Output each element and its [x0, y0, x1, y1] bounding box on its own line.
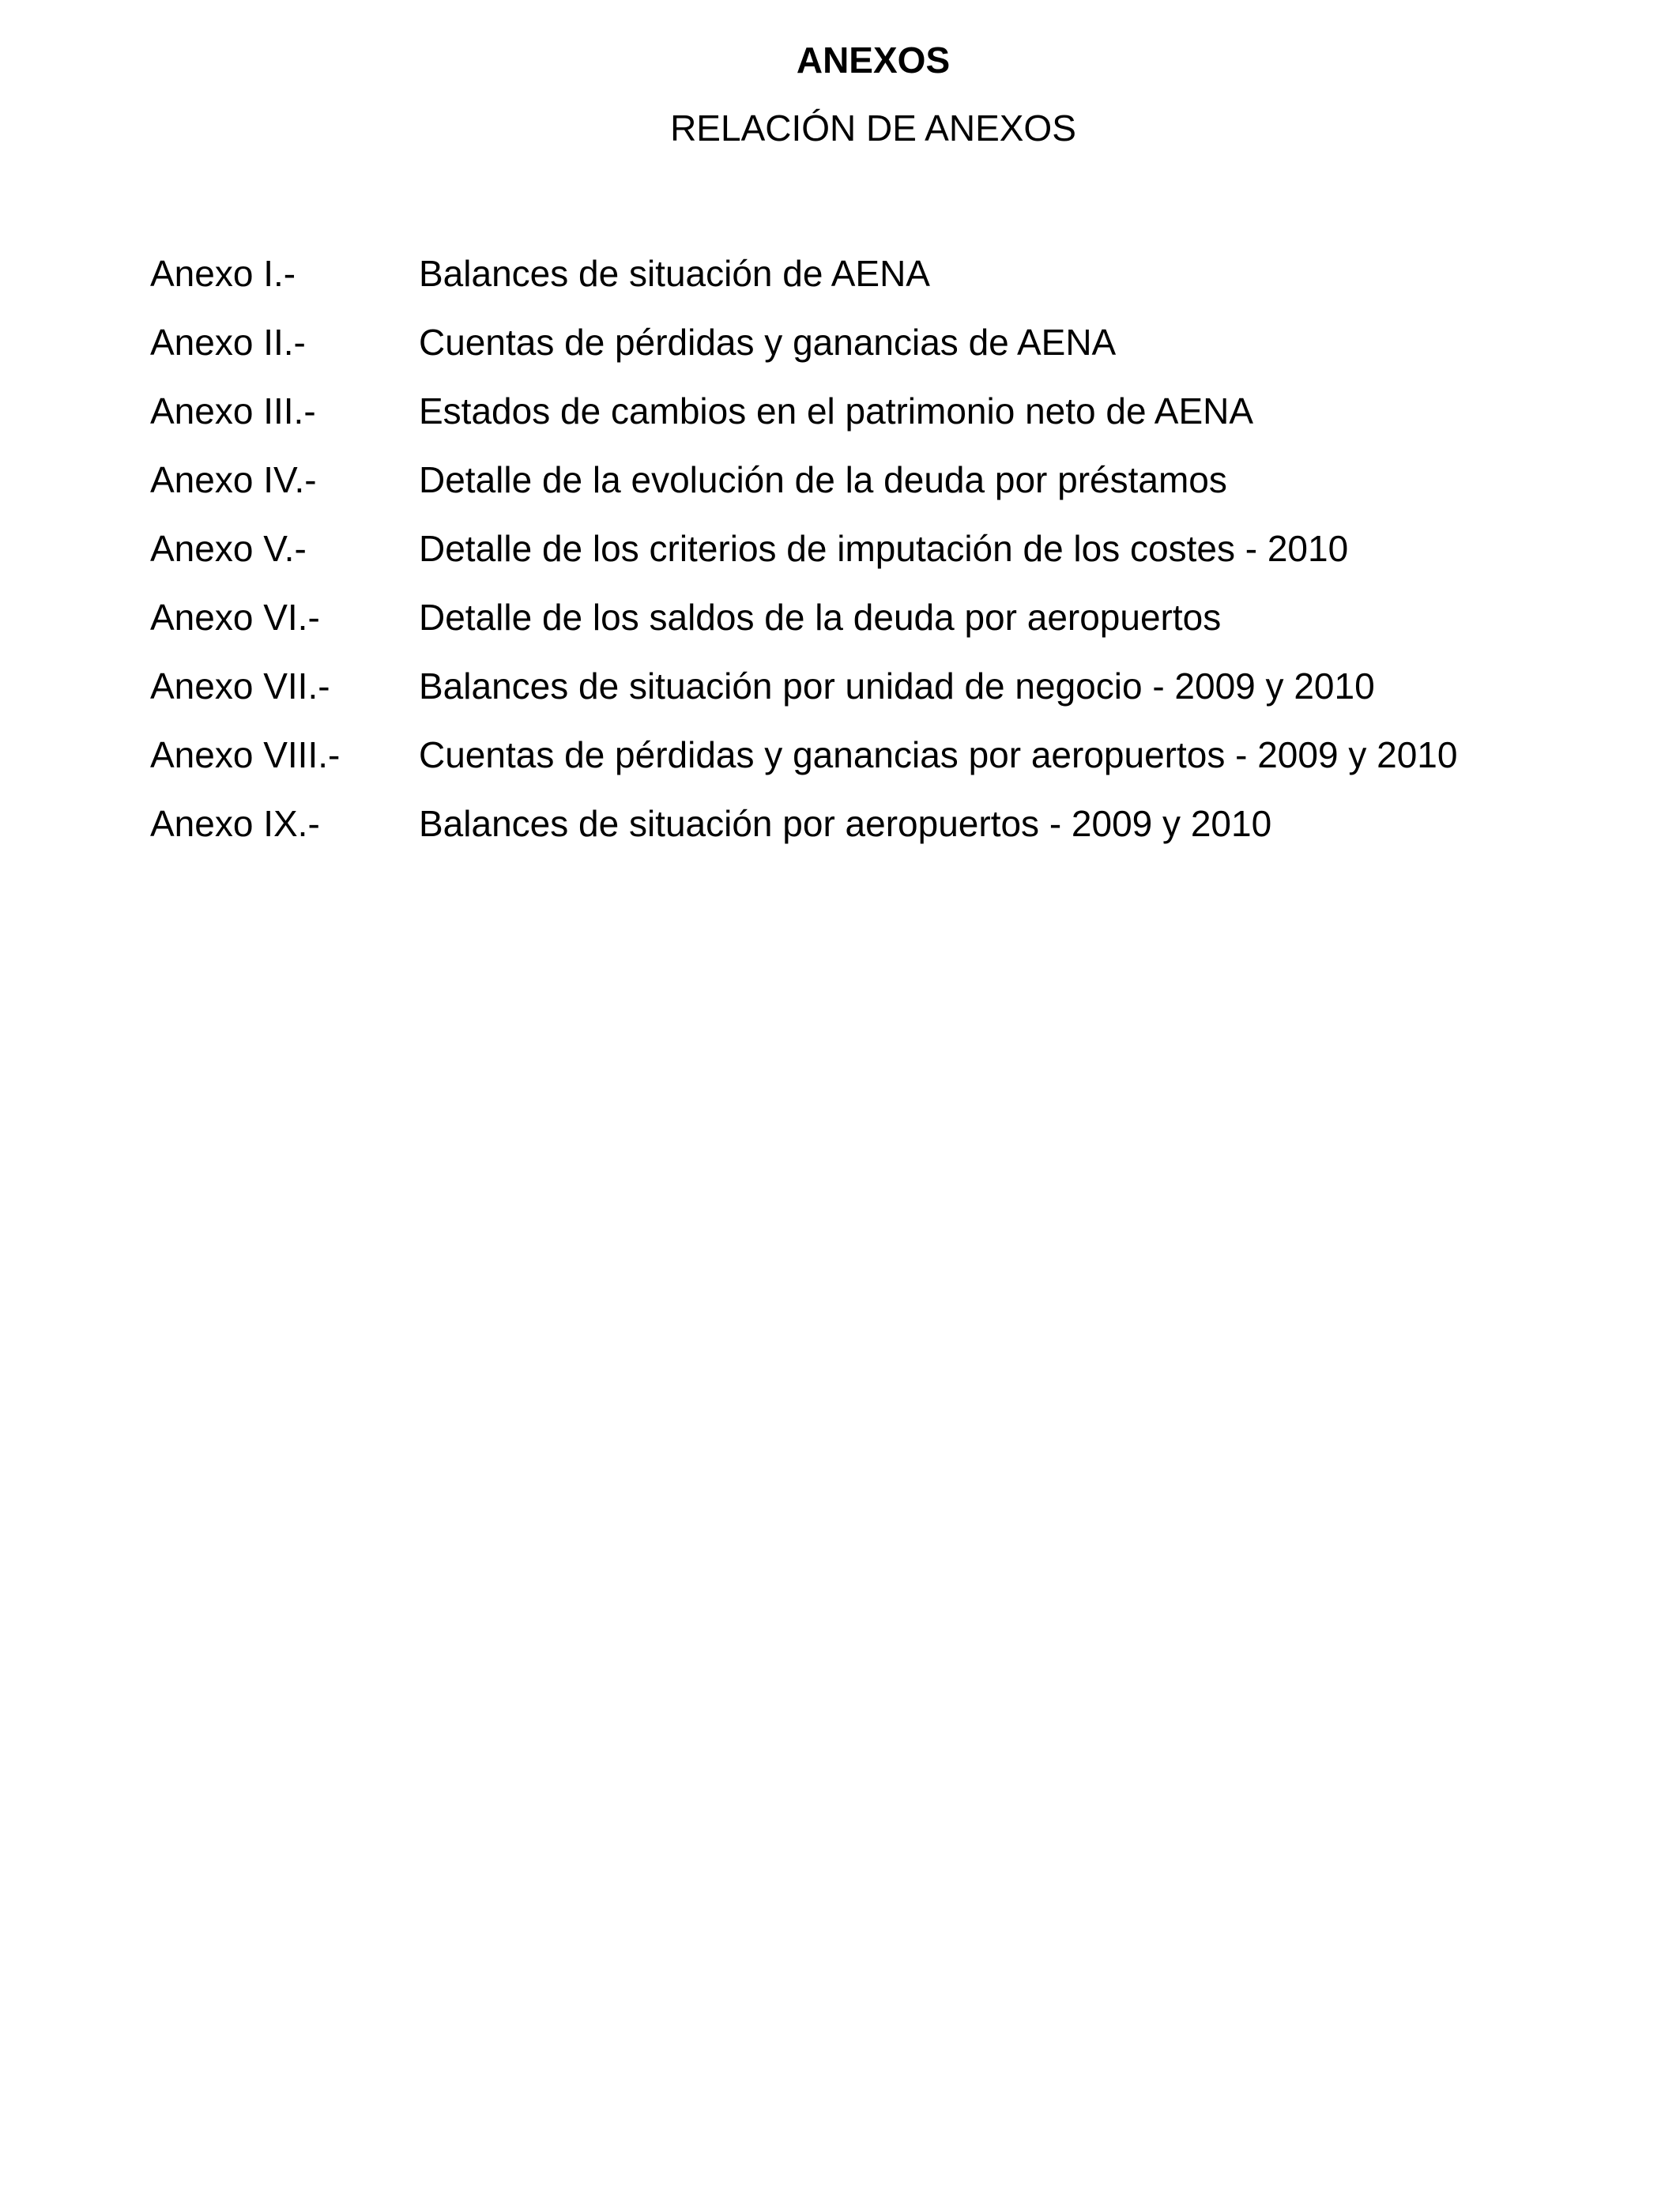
annex-row: [150, 651, 1652, 720]
annex-description: Detalle de los criterios de imputación de los costes - 2010: [419, 527, 1349, 569]
annex-label: Anexo II.-: [150, 321, 306, 363]
annex-label: Anexo I.-: [150, 252, 296, 294]
annex-label: Anexo VI.-: [150, 596, 320, 638]
annex-label: Anexo VII.-: [150, 665, 330, 707]
annex-row: [150, 376, 1652, 445]
annex-label: Anexo V.-: [150, 527, 307, 569]
annex-description: Balances de situación de AENA: [419, 252, 930, 294]
annex-row: [150, 789, 1652, 858]
page-title: ANEXOS: [796, 40, 951, 81]
annex-description: Estados de cambios en el patrimonio neto de AENA: [419, 390, 1254, 432]
annex-row: [150, 720, 1652, 789]
annex-row: [150, 445, 1652, 514]
annex-row: [150, 307, 1652, 376]
annex-description: Cuentas de pérdidas y ganancias por aeropuertos - 2009 y 2010: [419, 733, 1458, 775]
annex-description: Balances de situación por unidad de negocio - 2009 y 2010: [419, 665, 1375, 707]
annex-row: [150, 514, 1652, 582]
annex-description: Balances de situación por aeropuertos - 2009 y 2010: [419, 802, 1272, 844]
annex-description: Detalle de la evolución de la deuda por préstamos: [419, 458, 1227, 500]
annex-label: Anexo IX.-: [150, 802, 320, 844]
annex-row: [150, 582, 1652, 651]
annex-label: Anexo III.-: [150, 390, 316, 432]
annex-list: [150, 239, 1652, 858]
annex-row: [150, 239, 1652, 307]
annex-label: Anexo IV.-: [150, 458, 317, 500]
annex-description: Detalle de los saldos de la deuda por aeropuertos: [419, 596, 1222, 638]
page-subtitle: RELACIÓN DE ANEXOS: [670, 107, 1076, 149]
annex-label: Anexo VIII.-: [150, 733, 341, 775]
annex-description: Cuentas de pérdidas y ganancias de AENA: [419, 321, 1117, 363]
